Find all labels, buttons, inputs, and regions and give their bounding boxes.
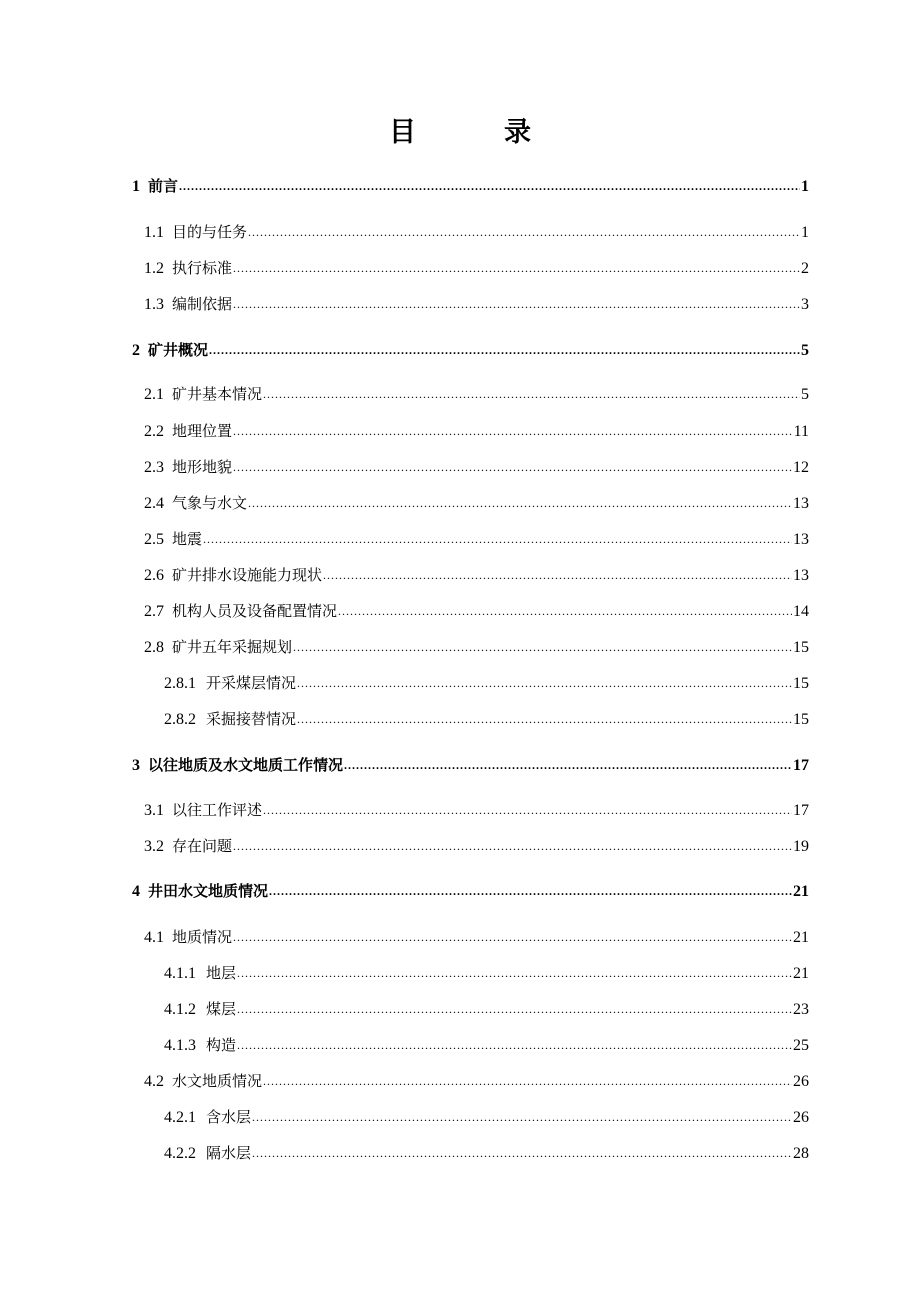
toc-entry-title: 矿井基本情况: [172, 385, 263, 403]
toc-entry-page: 21: [793, 965, 809, 982]
toc-entry[interactable]: [164, 671, 809, 695]
toc-entry[interactable]: [144, 527, 809, 551]
toc-entry-title: 采掘接替情况: [206, 710, 297, 728]
toc-entry-page: 13: [793, 495, 809, 512]
toc-entry[interactable]: [144, 834, 809, 858]
toc-dot-leader: [233, 834, 792, 858]
toc-entry[interactable]: [164, 707, 809, 731]
toc-entry-number: 4.1.2: [164, 1001, 196, 1018]
toc-entry-page: 26: [793, 1073, 809, 1090]
toc-entry-title: 水文地质情况: [172, 1072, 263, 1090]
toc-entry-page: 14: [793, 603, 809, 620]
toc-entry-number: 1.2: [144, 260, 164, 277]
toc-entry-number: 4.1.1: [164, 965, 196, 982]
toc-entry-title: 地形地貌: [172, 458, 233, 476]
toc-entry-page: 23: [793, 1001, 809, 1018]
toc-entry-page: 17: [793, 802, 809, 819]
toc-entry-number: 2.3: [144, 459, 164, 476]
toc-dot-leader: [248, 491, 792, 515]
toc-entry-title: 矿井排水设施能力现状: [172, 566, 323, 584]
toc-entry-title: 地理位置: [172, 422, 233, 440]
toc-entry[interactable]: [144, 635, 809, 659]
toc-entry[interactable]: [144, 455, 809, 479]
toc-entry-number: 4.2.2: [164, 1145, 196, 1162]
toc-entry-number: 2.2: [144, 423, 164, 440]
toc-dot-leader: [248, 220, 800, 244]
toc-entry[interactable]: [132, 753, 809, 777]
toc-entry-page: 28: [793, 1145, 809, 1162]
toc-dot-leader: [297, 707, 792, 731]
toc-entry-number: 2.5: [144, 531, 164, 548]
toc-entry-number: 1.3: [144, 296, 164, 313]
toc-entry[interactable]: [144, 491, 809, 515]
toc-entry-page: 3: [801, 296, 809, 313]
toc-entry[interactable]: [164, 1033, 809, 1057]
toc-entry-title: 开采煤层情况: [206, 674, 297, 692]
toc-entry[interactable]: [144, 1069, 809, 1093]
toc-entry-number: 4.1.3: [164, 1037, 196, 1054]
toc-entry-page: 17: [793, 757, 809, 774]
toc-dot-leader: [233, 925, 792, 949]
toc-entry[interactable]: [144, 220, 809, 244]
toc-dot-leader: [237, 961, 792, 985]
toc-entry[interactable]: [144, 382, 809, 406]
toc-entry-number: 2.4: [144, 495, 164, 512]
toc-dot-leader: [233, 256, 800, 280]
toc-entry-title: 井田水文地质情况: [148, 882, 269, 900]
toc-entry-title: 编制依据: [172, 295, 233, 313]
toc-entry-number: 4.1: [144, 929, 164, 946]
toc-entry-page: 5: [801, 386, 809, 403]
toc-entry-page: 2: [801, 260, 809, 277]
toc-entry-number: 2.1: [144, 386, 164, 403]
toc-entry-page: 21: [793, 883, 809, 900]
toc-entry-number: 3: [132, 757, 140, 774]
toc-entry[interactable]: [132, 338, 809, 362]
toc-entry-title: 存在问题: [172, 837, 233, 855]
toc-dot-leader: [293, 635, 792, 659]
toc-entry-title: 气象与水文: [172, 494, 248, 512]
toc-entry-title: 矿井五年采掘规划: [172, 638, 293, 656]
toc-entry[interactable]: [144, 419, 809, 443]
toc-dot-leader: [263, 382, 800, 406]
toc-entry-page: 26: [793, 1109, 809, 1126]
toc-entry-title: 地质情况: [172, 928, 233, 946]
toc-dot-leader: [252, 1141, 792, 1165]
toc-entry-title: 以往工作评述: [172, 801, 263, 819]
toc-entry-page: 11: [793, 423, 809, 440]
toc-title: [0, 110, 920, 149]
toc-entry-title: 地层: [206, 964, 237, 982]
toc-entry-title: 构造: [206, 1036, 237, 1054]
toc-entry-page: 19: [793, 838, 809, 855]
toc-entry-number: 2.8: [144, 639, 164, 656]
toc-entry-number: 4.2: [144, 1073, 164, 1090]
toc-dot-leader: [203, 527, 792, 551]
toc-dot-leader: [263, 1069, 792, 1093]
toc-entry-page: 25: [793, 1037, 809, 1054]
toc-entry-number: 2.8.2: [164, 711, 196, 728]
toc-entry-number: 2.8.1: [164, 675, 196, 692]
toc-entry-title: 矿井概况: [148, 341, 209, 359]
toc-entry[interactable]: [164, 997, 809, 1021]
toc-entry-page: 5: [801, 342, 809, 359]
toc-entry-page: 13: [793, 567, 809, 584]
toc-dot-leader: [179, 174, 800, 198]
toc-entry-number: 2: [132, 342, 140, 359]
toc-entry[interactable]: [144, 292, 809, 316]
toc-entry-page: 13: [793, 531, 809, 548]
toc-entry-title: 以往地质及水文地质工作情况: [148, 756, 344, 774]
toc-dot-leader: [252, 1105, 792, 1129]
toc-entry[interactable]: [144, 256, 809, 280]
toc-dot-leader: [323, 563, 792, 587]
toc-dot-leader: [344, 753, 792, 777]
toc-entry-number: 3.1: [144, 802, 164, 819]
toc-dot-leader: [338, 599, 792, 623]
toc-entry-title: 机构人员及设备配置情况: [172, 602, 338, 620]
toc-entry-page: 15: [793, 675, 809, 692]
toc-dot-leader: [237, 1033, 792, 1057]
toc-entry[interactable]: [144, 599, 809, 623]
toc-entry[interactable]: [144, 798, 809, 822]
toc-title-char-2: 录: [504, 117, 531, 148]
toc-entry[interactable]: [144, 563, 809, 587]
toc-entry-title: 含水层: [206, 1108, 252, 1126]
toc-entry[interactable]: [132, 174, 809, 198]
toc-dot-leader: [237, 997, 792, 1021]
toc-entry[interactable]: [164, 1141, 809, 1165]
toc-dot-leader: [269, 879, 792, 903]
toc-dot-leader: [233, 455, 792, 479]
toc-entry-page: 15: [793, 711, 809, 728]
toc-dot-leader: [297, 671, 792, 695]
toc-entry-title: 目的与任务: [172, 223, 248, 241]
toc-entry[interactable]: [164, 961, 809, 985]
toc-entry-title: 前言: [148, 177, 179, 195]
toc-entry-title: 隔水层: [206, 1144, 252, 1162]
toc-entry-number: 1.1: [144, 224, 164, 241]
toc-title-char-1: 目: [389, 117, 416, 148]
toc-entry-page: 1: [801, 178, 809, 195]
toc-entry[interactable]: [132, 879, 809, 903]
toc-entry-title: 地震: [172, 530, 203, 548]
toc-entry-title: 执行标准: [172, 259, 233, 277]
toc-entry-page: 15: [793, 639, 809, 656]
toc-entry-number: 3.2: [144, 838, 164, 855]
toc-entry-title: 煤层: [206, 1000, 237, 1018]
toc-entry-number: 4.2.1: [164, 1109, 196, 1126]
toc-entry[interactable]: [144, 925, 809, 949]
toc-entry-page: 12: [793, 459, 809, 476]
toc-dot-leader: [263, 798, 792, 822]
toc-entry-number: 4: [132, 883, 140, 900]
toc-dot-leader: [233, 419, 793, 443]
toc-entry[interactable]: [164, 1105, 809, 1129]
toc-entry-page: 1: [801, 224, 809, 241]
toc-dot-leader: [209, 338, 800, 362]
toc-dot-leader: [233, 292, 800, 316]
toc-entry-number: 1: [132, 178, 140, 195]
toc-entry-number: 2.6: [144, 567, 164, 584]
toc-entry-number: 2.7: [144, 603, 164, 620]
toc-entry-page: 21: [793, 929, 809, 946]
